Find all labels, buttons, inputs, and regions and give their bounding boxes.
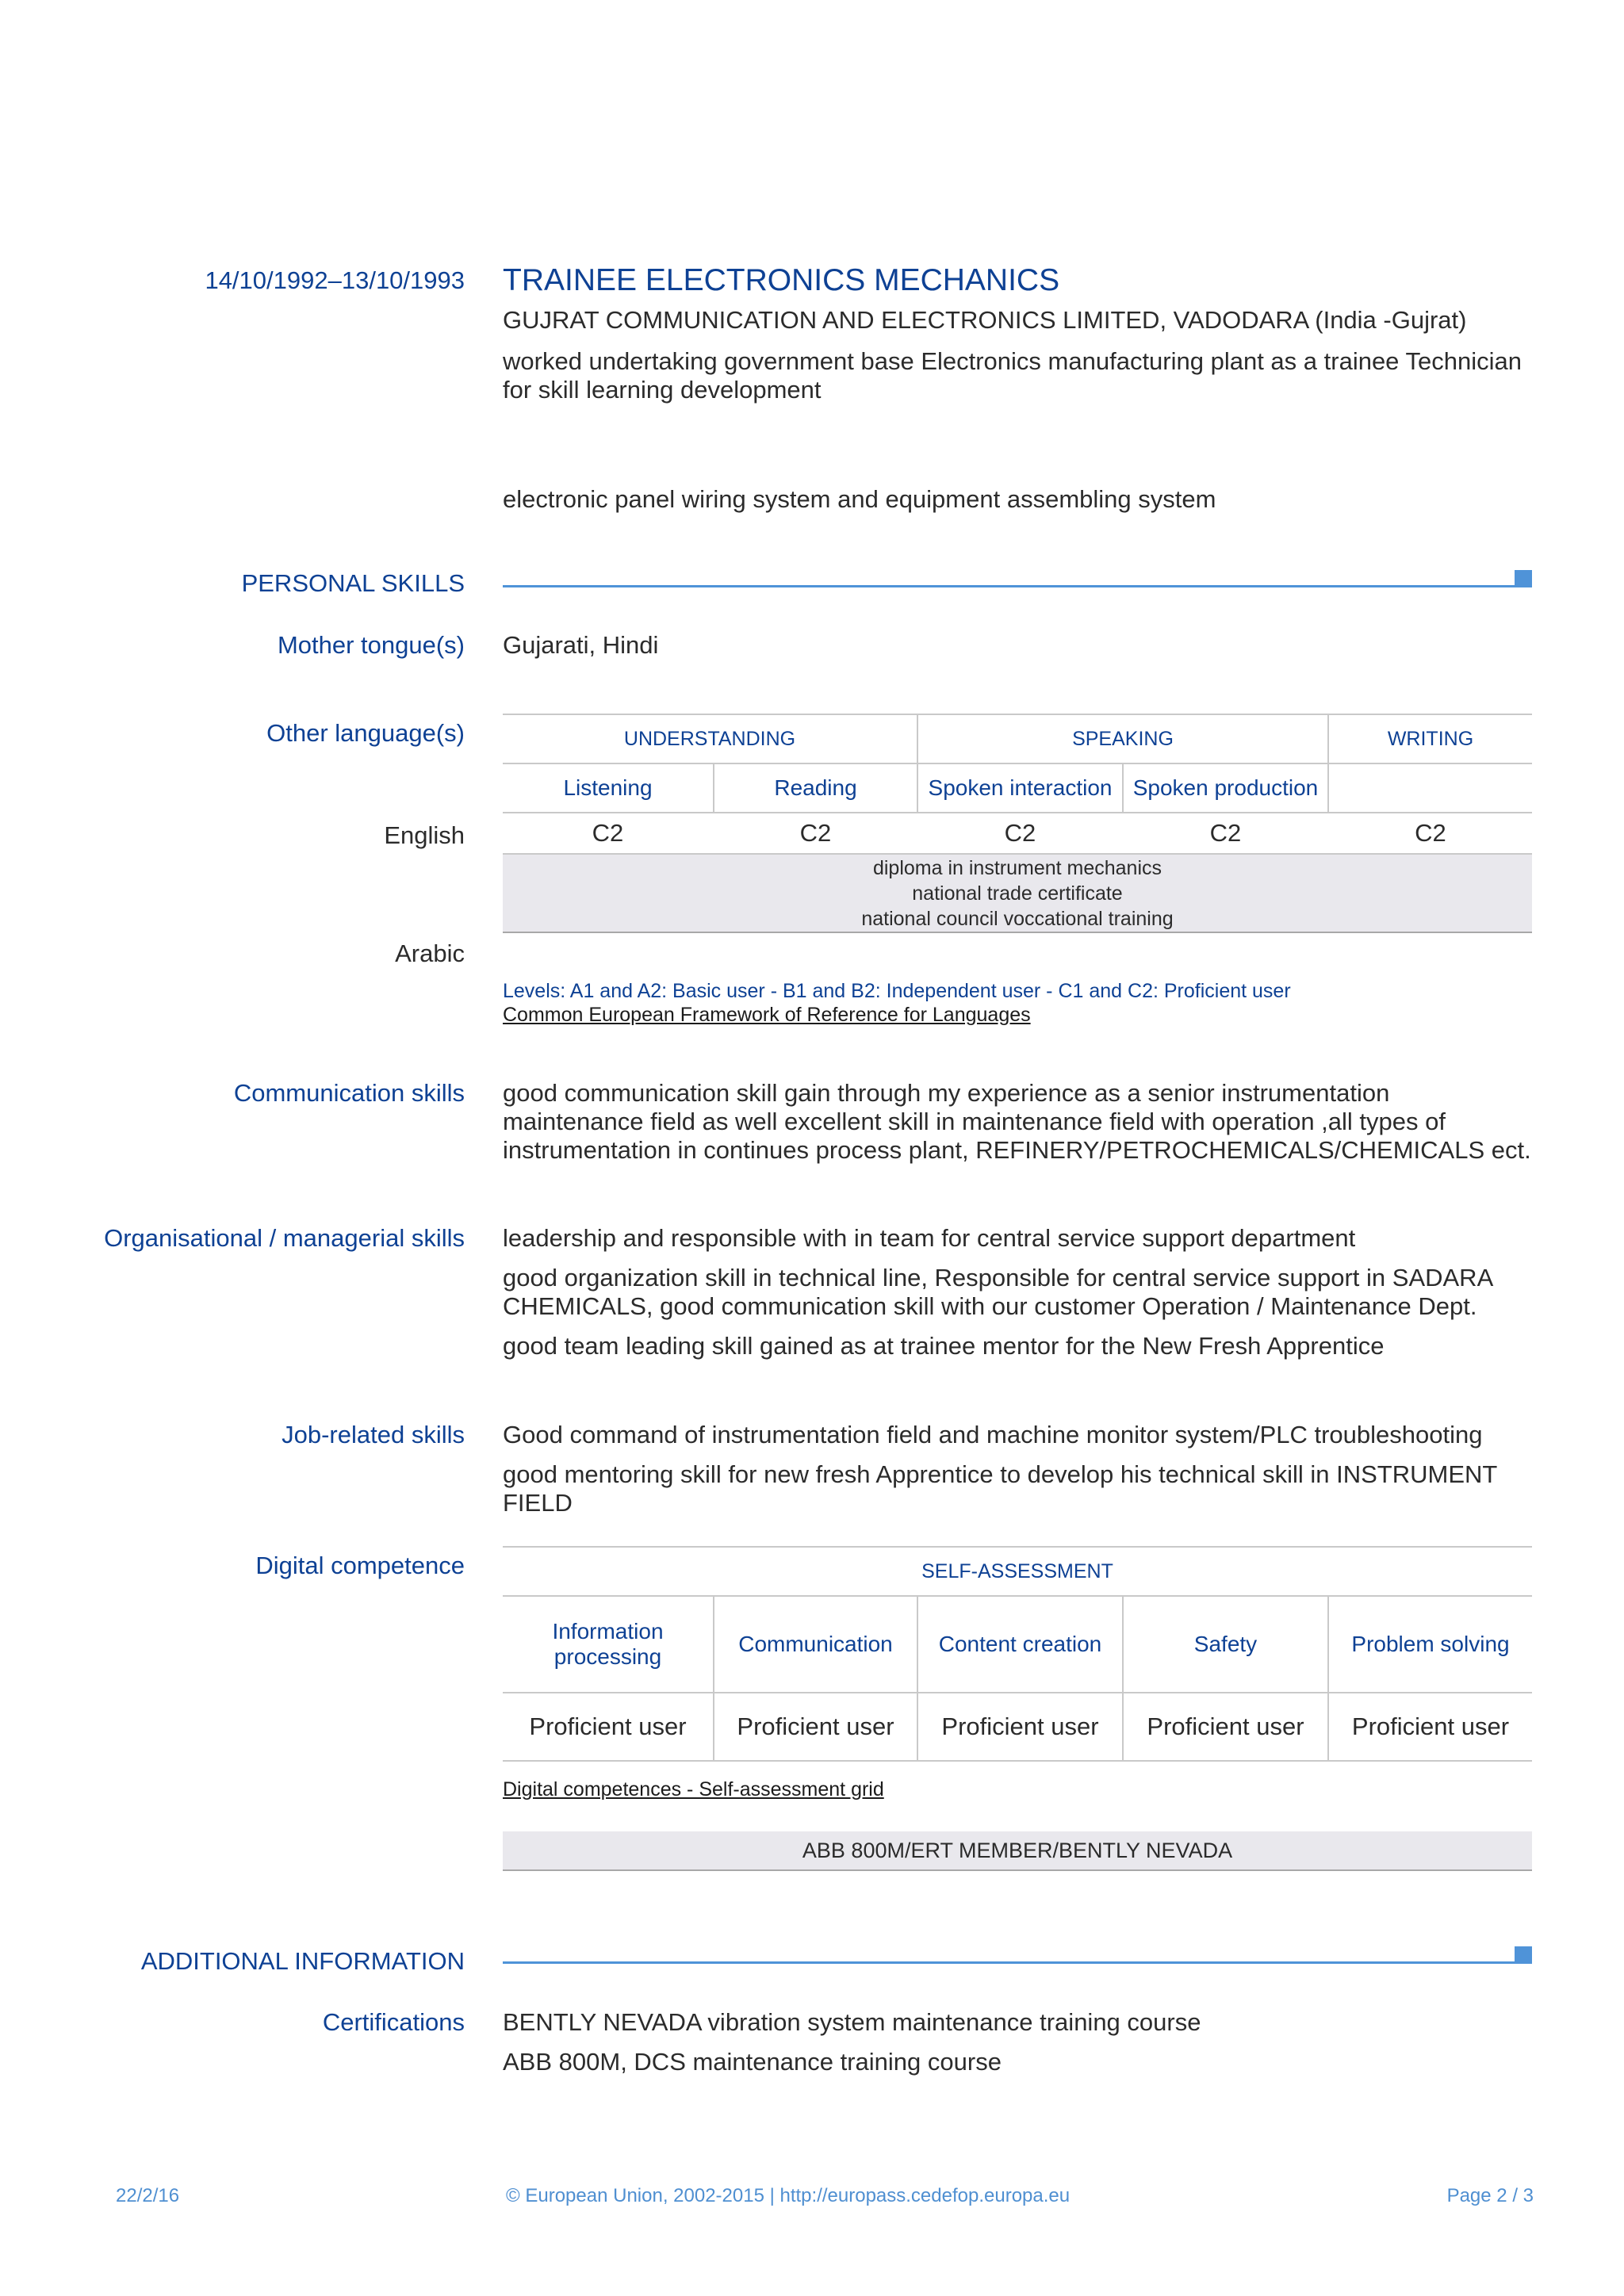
understanding-header: UNDERSTANDING — [623, 727, 796, 750]
section-divider — [503, 1961, 1518, 1964]
employer: GUJRAT COMMUNICATION AND ELECTRONICS LIMITED, VADODARA (India -Gujrat) — [503, 306, 1467, 334]
content-creation-header: Content creation — [938, 1632, 1102, 1656]
reading-header: Reading — [774, 775, 857, 800]
other-languages-label: Other language(s) — [266, 719, 465, 747]
english-certificates — [503, 855, 1532, 932]
mother-tongue-label: Mother tongue(s) — [277, 631, 465, 659]
information-processing-header: Information processing — [552, 1619, 664, 1669]
organisational-skills-p1: leadership and responsible with in team for central service support department — [503, 1224, 1356, 1252]
levels-note: Levels: A1 and A2: Basic user - B1 and B2: Independent user - C1 and C2: Proficient user — [503, 980, 1291, 1002]
communication-header: Communication — [738, 1632, 893, 1656]
safety-level: Proficient user — [1147, 1712, 1304, 1740]
digital-certificate-box — [503, 1831, 1532, 1869]
speaking-header: SPEAKING — [1072, 727, 1174, 750]
communication-level: Proficient user — [737, 1712, 894, 1740]
section-divider — [503, 585, 1518, 587]
organisational-skills-p3: good team leading skill gained as at trainee mentor for the New Fresh Apprentice — [503, 1332, 1385, 1360]
experience-dates: 14/10/1992–13/10/1993 — [205, 266, 465, 294]
problem-solving-header: Problem solving — [1351, 1632, 1510, 1656]
spoken-production-header: Spoken production — [1132, 775, 1319, 800]
footer-page-number: Page 2 / 3 — [1446, 2185, 1534, 2206]
spoken-interaction-header: Spoken interaction — [928, 775, 1113, 800]
communication-skills-text: good communication skill gain through my experience as a senior instrumentation maintenance field as well excellent skill in maintenance field with operation ,all types of instrumentation in continues process plant, REFINERY/PETROCHEMICALS/CHEMICALS ect. — [503, 1079, 1531, 1164]
language-english: English — [384, 821, 465, 849]
mother-tongue-value: Gujarati, Hindi — [503, 631, 659, 659]
information-processing-level: Proficient user — [529, 1712, 687, 1740]
self-assessment-header: SELF-ASSESSMENT — [921, 1559, 1113, 1582]
footer-copyright[interactable]: © European Union, 2002-2015 | http://europass.cedefop.europa.eu — [506, 2185, 1071, 2206]
job-description-2: electronic panel wiring system and equipment assembling system — [503, 485, 1216, 513]
english-spoken-interaction-level: C2 — [1004, 819, 1036, 847]
certificate-line: national trade certificate — [912, 882, 1123, 905]
language-arabic: Arabic — [395, 939, 465, 967]
content-creation-level: Proficient user — [941, 1712, 1099, 1740]
digital-competence-label: Digital competence — [255, 1552, 465, 1579]
english-reading-level: C2 — [799, 819, 832, 847]
listening-header: Listening — [563, 775, 653, 800]
organisational-skills-label: Organisational / managerial skills — [104, 1224, 465, 1252]
job-related-skills-p1: Good command of instrumentation field and machine monitor system/PLC troubleshooting — [503, 1421, 1483, 1448]
certifications-label: Certifications — [322, 2008, 465, 2036]
job-title: TRAINEE ELECTRONICS MECHANICS — [503, 263, 1060, 297]
footer-date: 22/2/16 — [116, 2185, 180, 2206]
certification-item: BENTLY NEVADA vibration system maintenance training course — [503, 2008, 1201, 2036]
english-writing-level: C2 — [1415, 819, 1446, 847]
english-listening-level: C2 — [592, 819, 624, 847]
digital-grid-link[interactable]: Digital competences - Self-assessment grid — [503, 1778, 884, 1800]
english-spoken-production-level: C2 — [1209, 819, 1242, 847]
safety-header: Safety — [1193, 1632, 1258, 1656]
digital-certificate: ABB 800M/ERT MEMBER/BENTLY NEVADA — [802, 1839, 1233, 1862]
certificate-line: diploma in instrument mechanics — [872, 857, 1162, 879]
cefr-link[interactable]: Common European Framework of Reference for Languages — [503, 1004, 1031, 1026]
section-marker — [1515, 1946, 1532, 1964]
job-related-skills-label: Job-related skills — [282, 1421, 465, 1448]
certificate-line: national council voccational training — [861, 908, 1174, 930]
personal-skills-heading: PERSONAL SKILLS — [241, 569, 465, 597]
job-description: worked undertaking government base Electronics manufacturing plant as a trainee Technician for skill learning development — [503, 347, 1522, 404]
job-related-skills-p2: good mentoring skill for new fresh Apprentice to develop his technical skill in INSTRUMENT FIELD — [503, 1460, 1497, 1517]
organisational-skills-p2: good organization skill in technical line, Responsible for central service support in SADARA CHEMICALS, good communication skill with our customer Operation / Maintenance Dept. — [503, 1264, 1492, 1320]
section-marker — [1515, 570, 1532, 587]
additional-information-heading: ADDITIONAL INFORMATION — [140, 1947, 465, 1975]
writing-header: WRITING — [1387, 727, 1474, 750]
problem-solving-level: Proficient user — [1351, 1712, 1510, 1740]
communication-skills-label: Communication skills — [233, 1079, 465, 1107]
certification-item: ABB 800M, DCS maintenance training course — [503, 2048, 1002, 2076]
